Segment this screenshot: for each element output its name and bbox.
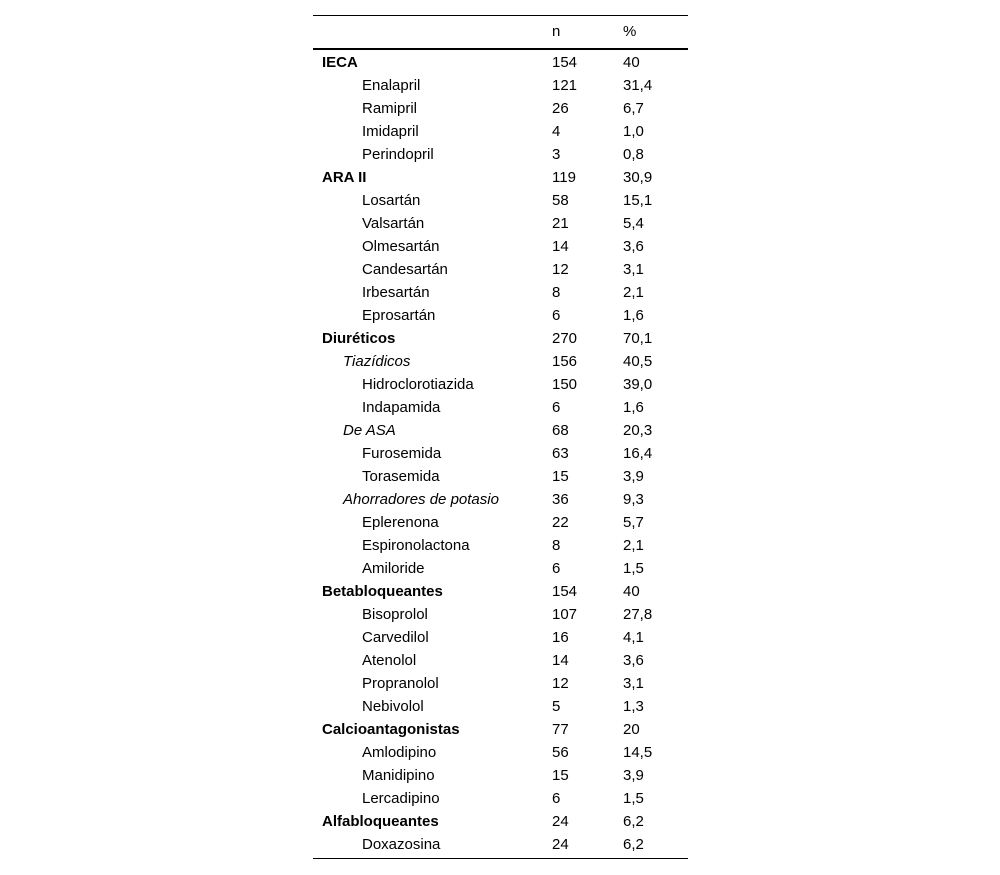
percent-cell: 0,8 xyxy=(623,146,644,163)
count-cell: 150 xyxy=(552,376,578,393)
table-row xyxy=(313,488,688,511)
percent-cell: 31,4 xyxy=(623,77,653,94)
percent-cell: 40 xyxy=(623,583,640,600)
table-row xyxy=(313,603,688,626)
table-row xyxy=(313,97,688,120)
count-cell: 119 xyxy=(552,169,576,186)
drug-name-label: Valsartán xyxy=(362,215,425,232)
drug-name-label: Furosemida xyxy=(362,445,442,462)
percent-cell: 2,1 xyxy=(623,537,644,554)
drug-name-label: Bisoprolol xyxy=(362,606,428,623)
drug-name-label: Irbesartán xyxy=(362,284,430,301)
drug-name-label: Perindopril xyxy=(362,146,434,163)
table-row xyxy=(313,626,688,649)
count-cell: 6 xyxy=(552,790,561,807)
count-cell: 270 xyxy=(552,330,578,347)
count-cell: 12 xyxy=(552,675,569,692)
count-cell: 56 xyxy=(552,744,569,761)
table-row xyxy=(313,327,688,350)
drug-name-label: Losartán xyxy=(362,192,421,209)
percent-cell: 3,6 xyxy=(623,238,644,255)
count-cell: 63 xyxy=(552,445,569,462)
header-percent: % xyxy=(623,23,637,40)
percent-cell: 14,5 xyxy=(623,744,653,761)
drug-class-label: ARA II xyxy=(322,169,367,186)
drug-class-label: Betabloqueantes xyxy=(322,583,443,600)
table-row xyxy=(313,764,688,787)
table-row xyxy=(313,672,688,695)
percent-cell: 40,5 xyxy=(623,353,653,370)
table-row xyxy=(313,557,688,580)
drug-class-label: IECA xyxy=(322,54,358,71)
count-cell: 15 xyxy=(552,767,569,784)
drug-name-label: Hidroclorotiazida xyxy=(362,376,474,393)
table-row xyxy=(313,810,688,833)
count-cell: 24 xyxy=(552,836,569,853)
percent-cell: 2,1 xyxy=(623,284,644,301)
drug-subclass-label: De ASA xyxy=(343,422,396,439)
drug-name-label: Ramipril xyxy=(362,100,418,117)
count-cell: 12 xyxy=(552,261,569,278)
drug-name-label: Espironolactona xyxy=(362,537,470,554)
table-header-row xyxy=(313,16,688,48)
table-row xyxy=(313,419,688,442)
count-cell: 24 xyxy=(552,813,569,830)
percent-cell: 1,0 xyxy=(623,123,644,140)
drug-name-label: Imidapril xyxy=(362,123,419,140)
drug-name-label: Propranolol xyxy=(362,675,439,692)
percent-cell: 27,8 xyxy=(623,606,653,623)
percent-cell: 30,9 xyxy=(623,169,653,186)
table-row xyxy=(313,580,688,603)
count-cell: 14 xyxy=(552,652,569,669)
count-cell: 36 xyxy=(552,491,569,508)
count-cell: 16 xyxy=(552,629,569,646)
count-cell: 8 xyxy=(552,537,561,554)
table-bottom-rule xyxy=(313,858,688,859)
table-row xyxy=(313,396,688,419)
percent-cell: 9,3 xyxy=(623,491,644,508)
table-row xyxy=(313,718,688,741)
table-row xyxy=(313,350,688,373)
count-cell: 26 xyxy=(552,100,569,117)
count-cell: 154 xyxy=(552,583,578,600)
percent-cell: 4,1 xyxy=(623,629,644,646)
count-cell: 156 xyxy=(552,353,578,370)
percent-cell: 1,5 xyxy=(623,560,644,577)
percent-cell: 5,4 xyxy=(623,215,644,232)
table-row xyxy=(313,166,688,189)
drug-table xyxy=(313,15,688,859)
percent-cell: 20 xyxy=(623,721,640,738)
table-row xyxy=(313,534,688,557)
percent-cell: 3,9 xyxy=(623,767,644,784)
drug-name-label: Enalapril xyxy=(362,77,421,94)
count-cell: 14 xyxy=(552,238,569,255)
table-row xyxy=(313,649,688,672)
percent-cell: 5,7 xyxy=(623,514,644,531)
table-row xyxy=(313,143,688,166)
count-cell: 3 xyxy=(552,146,561,163)
drug-class-label: Alfabloqueantes xyxy=(322,813,439,830)
percent-cell: 3,1 xyxy=(623,261,644,278)
table-row xyxy=(313,695,688,718)
table-row xyxy=(313,373,688,396)
drug-subclass-label: Tiazídicos xyxy=(343,353,411,370)
table-row xyxy=(313,833,688,856)
table-row xyxy=(313,51,688,74)
table-row xyxy=(313,281,688,304)
table-row xyxy=(313,189,688,212)
count-cell: 68 xyxy=(552,422,569,439)
table-row xyxy=(313,304,688,327)
percent-cell: 1,5 xyxy=(623,790,644,807)
drug-name-label: Eprosartán xyxy=(362,307,436,324)
percent-cell: 16,4 xyxy=(623,445,653,462)
count-cell: 8 xyxy=(552,284,561,301)
count-cell: 77 xyxy=(552,721,569,738)
table-row xyxy=(313,258,688,281)
count-cell: 22 xyxy=(552,514,569,531)
drug-name-label: Atenolol xyxy=(362,652,417,669)
count-cell: 6 xyxy=(552,560,561,577)
count-cell: 21 xyxy=(552,215,569,232)
drug-name-label: Torasemida xyxy=(362,468,440,485)
percent-cell: 3,1 xyxy=(623,675,644,692)
table-row xyxy=(313,235,688,258)
drug-class-label: Calcioantagonistas xyxy=(322,721,460,738)
table-row xyxy=(313,120,688,143)
drug-name-label: Olmesartán xyxy=(362,238,440,255)
count-cell: 6 xyxy=(552,399,561,416)
percent-cell: 70,1 xyxy=(623,330,653,347)
drug-class-label: Diuréticos xyxy=(322,330,396,347)
count-cell: 121 xyxy=(552,77,578,94)
table-row xyxy=(313,511,688,534)
drug-name-label: Amiloride xyxy=(362,560,425,577)
percent-cell: 40 xyxy=(623,54,640,71)
count-cell: 58 xyxy=(552,192,569,209)
percent-cell: 1,3 xyxy=(623,698,644,715)
drug-name-label: Amlodipino xyxy=(362,744,437,761)
percent-cell: 6,2 xyxy=(623,813,644,830)
drug-subclass-label: Ahorradores de potasio xyxy=(343,491,499,508)
percent-cell: 6,7 xyxy=(623,100,644,117)
percent-cell: 20,3 xyxy=(623,422,653,439)
drug-name-label: Indapamida xyxy=(362,399,441,416)
drug-name-label: Doxazosina xyxy=(362,836,441,853)
table-row xyxy=(313,741,688,764)
drug-name-label: Nebivolol xyxy=(362,698,424,715)
drug-name-label: Candesartán xyxy=(362,261,448,278)
percent-cell: 3,9 xyxy=(623,468,644,485)
count-cell: 6 xyxy=(552,307,561,324)
count-cell: 154 xyxy=(552,54,578,71)
table-row xyxy=(313,787,688,810)
drug-name-label: Lercadipino xyxy=(362,790,440,807)
percent-cell: 1,6 xyxy=(623,307,644,324)
drug-name-label: Manidipino xyxy=(362,767,435,784)
count-cell: 107 xyxy=(552,606,578,623)
drug-name-label: Carvedilol xyxy=(362,629,429,646)
percent-cell: 1,6 xyxy=(623,399,644,416)
count-cell: 5 xyxy=(552,698,561,715)
table-row xyxy=(313,442,688,465)
percent-cell: 15,1 xyxy=(623,192,653,209)
table-body xyxy=(313,50,688,858)
header-n: n xyxy=(552,23,561,40)
drug-name-label: Eplerenona xyxy=(362,514,439,531)
count-cell: 15 xyxy=(552,468,569,485)
percent-cell: 3,6 xyxy=(623,652,644,669)
table-row xyxy=(313,212,688,235)
percent-cell: 6,2 xyxy=(623,836,644,853)
count-cell: 4 xyxy=(552,123,561,140)
percent-cell: 39,0 xyxy=(623,376,653,393)
table-row xyxy=(313,74,688,97)
table-row xyxy=(313,465,688,488)
